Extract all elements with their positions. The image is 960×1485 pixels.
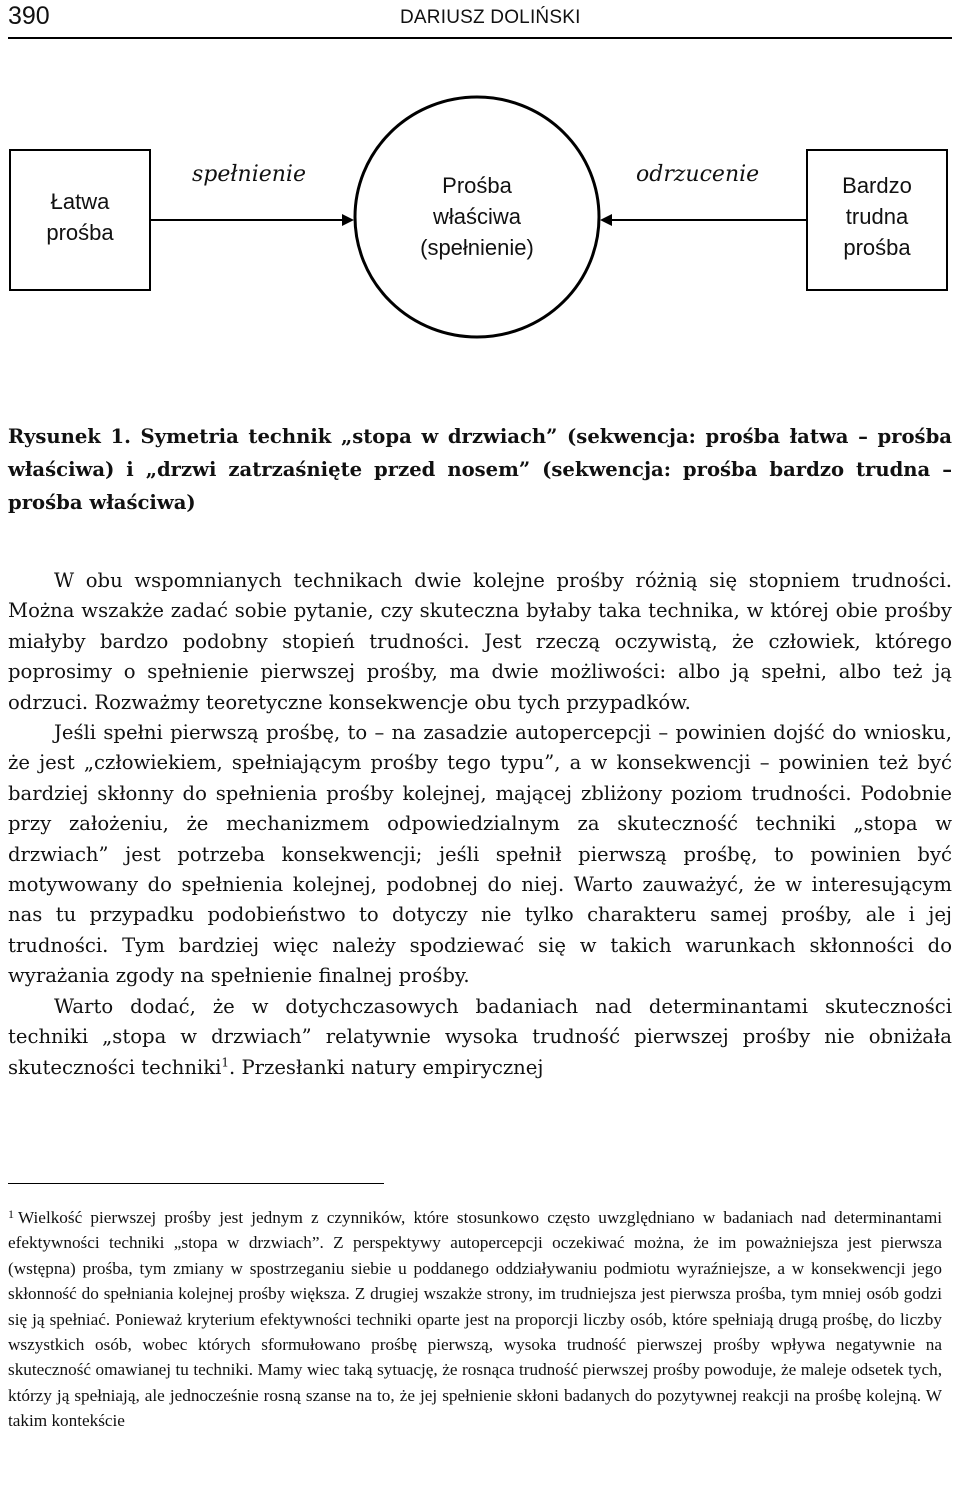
paragraph-3 <box>8 992 952 1083</box>
paragraph-1: W obu wspomnianych technikach dwie kolejne prośby różnią się stopniem trudności. Można wszakże zadać sobie pytanie, czy skuteczna byłaby taka technika, w której obie prośby miałyby bardzo podobny stopień trudności. Jest rzeczą oczywistą, że człowiek, którego poprosimy o spełnienie pierwszej prośby, ma dwie możliwości: albo ją spełni, albo też ją odrzuci. Rozważmy teoretyczne konsekwencje obu tych przypadków. <box>8 569 952 714</box>
paragraph-3-text: Warto dodać, że w dotychczasowych badaniach nad determinantami skuteczności techniki „stopa w drzwiach” relatywnie wysoka trudność pierwszej prośby nie obniżała skuteczności techniki <box>8 994 952 1079</box>
left-edge-label: spełnienie <box>192 162 306 187</box>
running-header <box>8 2 952 36</box>
page-number: 390 <box>8 2 50 30</box>
footnote <box>8 1205 942 1434</box>
figure-diagram <box>0 90 960 420</box>
header-rule <box>8 37 952 39</box>
paragraph-2: Jeśli spełni pierwszą prośbę, to – na zasadzie autopercepcji – powinien dojść do wniosku, że jest „człowiekiem, spełniającym prośby tego typu”, a w konsekwencji – powinien też być bardziej skłonny do spełnienia prośby kolejnej, mającej zbliżony poziom trudności. Podobnie przy założeniu, że mechanizmem odpowiedzialnym za skuteczność techniki „stopa w drzwiach” jest potrzeba konsekwencji; jeśli spełnił pierwszą prośbę, to powinien być motywowany do spełnienia kolejnej, podobnej do niej. Warto zauważyć, że w interesującym nas tu przypadku podobieństwo to dotyczy nie tylko charakteru samej prośby, ale i jej trudności. Tym bardziej więc należy spodziewać się w takich warunkach skłonności do wyrażania zgody na spełnienie finalnej prośby. <box>8 721 952 988</box>
footnote-text: Wielkość pierwszej prośby jest jednym z czynników, które stosunkowo często uwzględniano w badaniach nad determinantami efektywności techniki „stopa w drzwiach”. Z perspektywy autopercepcji oczekiwać można, że im poważniejsza jest pierwsza (wstępna) prośba, tym zmiany w spostrzeganiu siebie u poddanego oddziaływaniu podmiotu wyraźniejsze, a w konsekwencji jego skłonność do spełniania kolejnej prośby większa. Z drugiej wszakże strony, im trudniejsza jest pierwsza prośba, tym mniej osób godzi się ją spełniać. Ponieważ kryterium efektywności techniki oparte jest na proporcji liczby osób, które spełniają drugą prośbę, do liczby wszystkich osób, wobec których sformułowano prośbę pierwszą, wysoka trudność pierwszej prośby wpływa negatywnie na skuteczność omawianej tu techniki. Mamy wiec taką sytuację, że rosnąca trudność pierwszej prośby powoduje, że maleje odsetek tych, którzy ją spełniają, ale jednocześnie rosną szanse na to, że jej spełnienie skłoni badanych do pozytywnej reakcji na prośbę kolejną. W takim kontekście <box>8 1208 942 1431</box>
right-box-label: Bardzo trudna prośba <box>842 173 912 260</box>
paragraph-3-end: . Przesłanki natury empirycznej <box>228 1055 544 1079</box>
center-node-label: Prośba właściwa (spełnienie) <box>420 173 534 260</box>
footnote-separator <box>8 1183 384 1184</box>
running-head-author: DARIUSZ DOLIŃSKI <box>400 7 581 28</box>
body-text <box>8 566 952 1083</box>
footnote-number: 1 <box>8 1207 14 1221</box>
left-box-label: Łatwa prośba <box>46 189 114 245</box>
right-edge-label: odrzucenie <box>636 162 760 187</box>
figure-caption: Rysunek 1. Symetria technik „stopa w drzwiach” (sekwencja: prośba łatwa – prośba właściwa) i „drzwi zatrzaśnięte przed nosem” (sekwencja: prośba bardzo trudna – prośba właściwa) <box>8 425 952 514</box>
footnote-reference: 1 <box>221 1054 229 1069</box>
